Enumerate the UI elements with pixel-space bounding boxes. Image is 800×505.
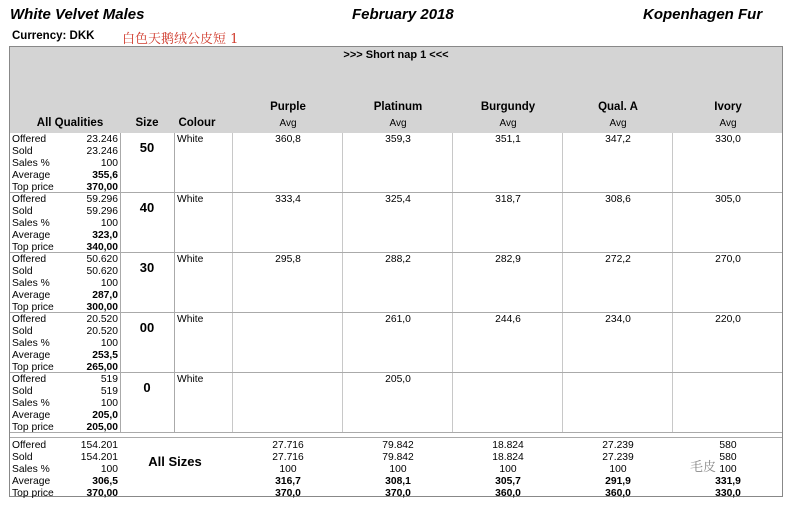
- stat-value: 355,6: [92, 170, 118, 181]
- stat-value: 253,5: [92, 350, 118, 361]
- price-cell: 282,9: [495, 254, 521, 265]
- stat-label: Average: [12, 230, 51, 241]
- total-stat-value: 154.201: [80, 452, 118, 463]
- stat-label: Average: [12, 170, 51, 181]
- price-cell: 305,0: [715, 194, 741, 205]
- total-cell: 18.824: [492, 440, 524, 451]
- price-cell: 333,4: [275, 194, 301, 205]
- size-value: 30: [139, 260, 155, 275]
- grid-hline: [10, 252, 782, 253]
- stat-value: 205,0: [92, 410, 118, 421]
- stat-value: 340,00: [86, 242, 118, 253]
- total-cell: 18.824: [492, 452, 524, 463]
- column-header-1: Platinum: [373, 101, 423, 113]
- stat-value: 519: [100, 386, 118, 397]
- total-stat-value: 154.201: [80, 440, 118, 451]
- stat-label: Top price: [12, 422, 54, 433]
- price-cell: 272,2: [605, 254, 631, 265]
- total-cell: 360,0: [495, 488, 521, 499]
- column-subheader-4: Avg: [719, 118, 737, 129]
- total-cell: 580: [719, 452, 737, 463]
- size-value: 00: [139, 320, 155, 335]
- stat-value: 100: [100, 398, 118, 409]
- stat-label: Top price: [12, 302, 54, 313]
- all-sizes-label: All Sizes: [148, 454, 202, 469]
- stat-value: 265,00: [86, 362, 118, 373]
- column-header-0: Purple: [270, 101, 306, 113]
- total-stat-label: Sales %: [12, 464, 50, 475]
- total-cell: 100: [279, 464, 297, 475]
- price-cell: 330,0: [715, 134, 741, 145]
- stat-label: Average: [12, 290, 51, 301]
- total-cell: 305,7: [495, 476, 521, 487]
- all-qualities-header: All Qualities: [36, 117, 104, 129]
- grid-vline: [232, 133, 233, 433]
- total-cell: 79.842: [382, 452, 414, 463]
- total-cell: 360,0: [605, 488, 631, 499]
- total-cell: 27.716: [272, 440, 304, 451]
- stat-value: 50.620: [86, 254, 118, 265]
- stat-label: Top price: [12, 182, 54, 193]
- colour-value: White: [177, 134, 204, 145]
- total-stat-label: Sold: [12, 452, 33, 463]
- price-cell: 261,0: [385, 314, 411, 325]
- total-stat-value: 100: [100, 464, 118, 475]
- stat-value: 370,00: [86, 182, 118, 193]
- price-cell: 288,2: [385, 254, 411, 265]
- grid-hline: [10, 432, 782, 433]
- stat-label: Sold: [12, 206, 33, 217]
- size-header: Size: [135, 117, 159, 129]
- grid-hline: [10, 437, 782, 438]
- total-cell: 316,7: [275, 476, 301, 487]
- price-cell: 205,0: [385, 374, 411, 385]
- price-table: [9, 46, 783, 497]
- stat-label: Sales %: [12, 158, 50, 169]
- size-value: 40: [139, 200, 155, 215]
- price-cell: 360,8: [275, 134, 301, 145]
- total-cell: 580: [719, 440, 737, 451]
- grid-hline: [10, 312, 782, 313]
- stat-label: Sold: [12, 146, 33, 157]
- price-cell: 347,2: [605, 134, 631, 145]
- total-cell: 330,0: [715, 488, 741, 499]
- watermark: 毛皮: [690, 459, 717, 474]
- price-cell: 244,6: [495, 314, 521, 325]
- grid-vline: [562, 133, 563, 433]
- total-stat-label: Top price: [12, 488, 54, 499]
- total-cell: 100: [719, 464, 737, 475]
- stat-value: 100: [100, 338, 118, 349]
- price-cell: 295,8: [275, 254, 301, 265]
- price-cell: 359,3: [385, 134, 411, 145]
- stat-value: 23.246: [86, 134, 118, 145]
- stat-label: Offered: [12, 254, 47, 265]
- total-cell: 27.716: [272, 452, 304, 463]
- column-subheader-2: Avg: [499, 118, 517, 129]
- stat-value: 205,00: [86, 422, 118, 433]
- total-cell: 100: [609, 464, 627, 475]
- stat-value: 323,0: [92, 230, 118, 241]
- stat-value: 20.520: [86, 326, 118, 337]
- total-cell: 331,9: [715, 476, 741, 487]
- grid-vline: [120, 133, 121, 433]
- price-cell: 325,4: [385, 194, 411, 205]
- price-cell: 351,1: [495, 134, 521, 145]
- stat-label: Sold: [12, 386, 33, 397]
- chinese-annotation: 白色天鹅绒公皮短 1: [122, 32, 239, 47]
- stat-value: 59.296: [86, 206, 118, 217]
- stat-label: Sold: [12, 326, 33, 337]
- grid-vline: [452, 133, 453, 433]
- total-cell: 79.842: [382, 440, 414, 451]
- stat-label: Top price: [12, 242, 54, 253]
- total-cell: 100: [499, 464, 517, 475]
- total-stat-label: Average: [12, 476, 51, 487]
- stat-value: 59.296: [86, 194, 118, 205]
- stat-label: Offered: [12, 134, 47, 145]
- column-header-3: Qual. A: [598, 101, 638, 113]
- total-stat-value: 370,00: [86, 488, 118, 499]
- price-cell: 234,0: [605, 314, 631, 325]
- stat-value: 300,00: [86, 302, 118, 313]
- stat-value: 50.620: [86, 266, 118, 277]
- total-cell: 370,0: [275, 488, 301, 499]
- stat-label: Sales %: [12, 278, 50, 289]
- size-value: 50: [139, 140, 155, 155]
- stat-value: 20.520: [86, 314, 118, 325]
- price-cell: 220,0: [715, 314, 741, 325]
- colour-value: White: [177, 194, 204, 205]
- stat-label: Average: [12, 350, 51, 361]
- stat-label: Sales %: [12, 338, 50, 349]
- stat-label: Sales %: [12, 398, 50, 409]
- stat-value: 100: [100, 278, 118, 289]
- stat-value: 519: [100, 374, 118, 385]
- colour-value: White: [177, 254, 204, 265]
- grid-hline: [10, 192, 782, 193]
- grid-hline: [10, 372, 782, 373]
- colour-value: White: [177, 374, 204, 385]
- stat-value: 287,0: [92, 290, 118, 301]
- column-header-4: Ivory: [714, 101, 742, 113]
- colour-header: Colour: [178, 117, 216, 129]
- stat-value: 100: [100, 218, 118, 229]
- stat-label: Average: [12, 410, 51, 421]
- stat-value: 100: [100, 158, 118, 169]
- price-cell: 318,7: [495, 194, 521, 205]
- total-cell: 308,1: [385, 476, 411, 487]
- price-cell: 270,0: [715, 254, 741, 265]
- stat-value: 23.246: [86, 146, 118, 157]
- stat-label: Top price: [12, 362, 54, 373]
- size-value: 0: [143, 380, 151, 395]
- currency-label: Currency: DKK: [12, 30, 95, 42]
- stat-label: Offered: [12, 194, 47, 205]
- grid-vline: [174, 133, 175, 433]
- grid-vline: [672, 133, 673, 433]
- report-title: White Velvet Males: [10, 6, 145, 23]
- section-title: >>> Short nap 1 <<<: [343, 49, 449, 61]
- total-cell: 291,9: [605, 476, 631, 487]
- stat-label: Sold: [12, 266, 33, 277]
- report-date: February 2018: [352, 6, 454, 23]
- price-cell: 308,6: [605, 194, 631, 205]
- total-cell: 370,0: [385, 488, 411, 499]
- column-subheader-1: Avg: [389, 118, 407, 129]
- total-cell: 27.239: [602, 440, 634, 451]
- column-subheader-3: Avg: [609, 118, 627, 129]
- total-cell: 27.239: [602, 452, 634, 463]
- stat-label: Sales %: [12, 218, 50, 229]
- total-cell: 100: [389, 464, 407, 475]
- company-name: Kopenhagen Fur: [643, 6, 763, 23]
- total-stat-value: 306,5: [92, 476, 118, 487]
- stat-label: Offered: [12, 374, 47, 385]
- colour-value: White: [177, 314, 204, 325]
- stat-label: Offered: [12, 314, 47, 325]
- total-stat-label: Offered: [12, 440, 47, 451]
- column-header-2: Burgundy: [480, 101, 536, 113]
- column-subheader-0: Avg: [279, 118, 297, 129]
- grid-vline: [342, 133, 343, 433]
